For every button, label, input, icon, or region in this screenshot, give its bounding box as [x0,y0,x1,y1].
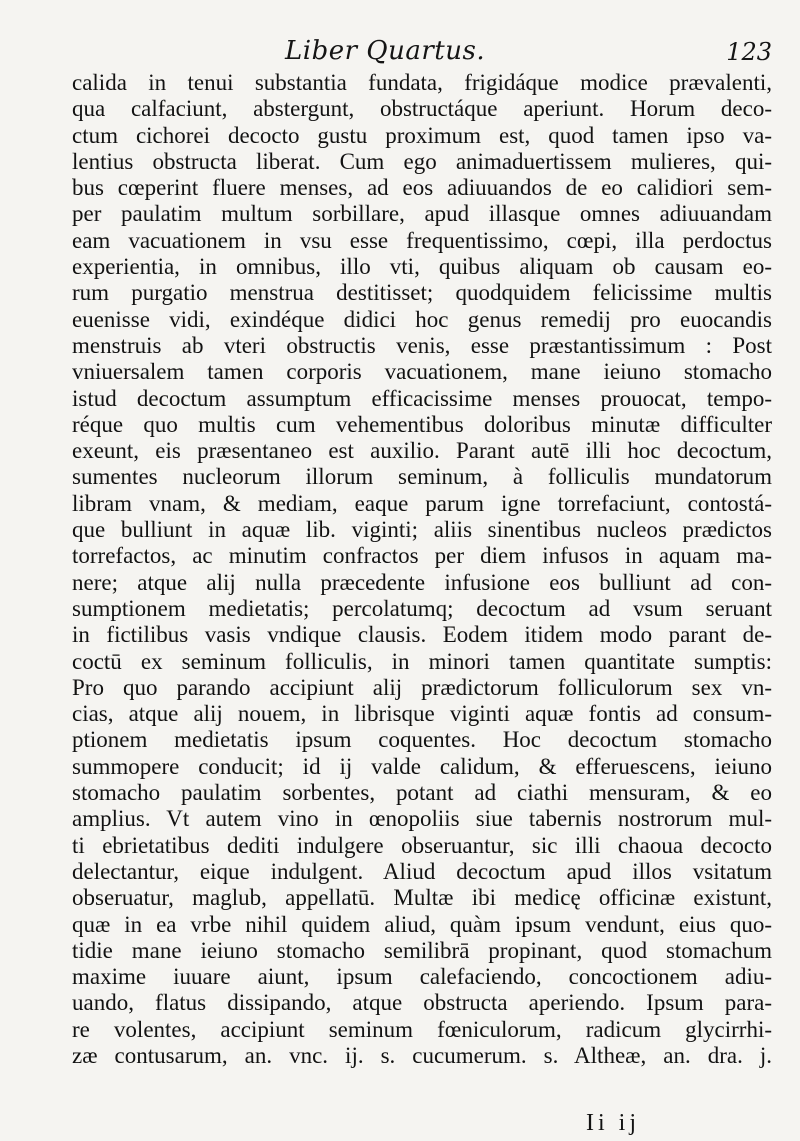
text-line: re volentes, accipiunt seminum fœniculorum, radicum glycirrhi- [72,1016,772,1042]
text-line: cias, atque alij nouem, in librisque viginti aquæ fontis ad consum- [72,701,772,727]
text-line: istud decoctum assumptum efficacissime menses prouocat, tempo- [72,385,772,411]
text-line: coctū ex seminum folliculis, in minori tamen quantitate sumptis: [72,648,772,674]
text-line: exeunt, eis præsentaneo est auxilio. Parant autē illi hoc decoctum, [72,438,772,464]
text-line: ctum cichorei decocto gustu proximum est, quod tamen ipso va- [72,122,772,148]
text-line: stomacho paulatim sorbentes, potant ad ciathi mensuram, & eo [72,780,772,806]
text-line: quæ in ea vrbe nihil quidem aliud, quàm ipsum vendunt, eius quo- [72,911,772,937]
page-number: 123 [726,38,772,66]
text-line: uando, flatus dissipando, atque obstructa aperiendo. Ipsum para- [72,990,772,1016]
text-line: qua calfaciunt, abstergunt, obstructáque aperiunt. Horum deco- [72,96,772,122]
text-line: bus cœperint fluere menses, ad eos adiuuandos de eo calidiori sem- [72,175,772,201]
text-line: vniuersalem tamen corporis vacuationem, mane ieiuno stomacho [72,359,772,385]
text-line: Pro quo parando accipiunt alij prædictorum folliculorum sex vn- [72,674,772,700]
text-line: ti ebrietatibus dediti indulgere obseruantur, sic illi chaoua decocto [72,832,772,858]
text-line: tidie mane ieiuno stomacho semilibrā propinant, quod stomachum [72,937,772,963]
text-line: menstruis ab vteri obstructis venis, esse præstantissimum : Post [72,332,772,358]
text-line: rum purgatio menstrua destitisset; quodquidem felicissime multis [72,280,772,306]
text-line: amplius. Vt autem vino in œnopoliis siue tabernis nostrorum mul- [72,806,772,832]
text-line: eam vacuationem in vsu esse frequentissimo, cœpi, illa perdoctus [72,227,772,253]
text-line: zæ contusarum, an. vnc. ij. s. cucumerum. s. Altheæ, an. dra. j. [72,1042,772,1068]
text-line: euenisse vidi, exindéque didici hoc genus remedij pro euocandis [72,306,772,332]
running-title: Liber Quartus. [285,36,486,66]
text-line: sumptionem medietatis; percolatumq; decoctum ad vsum seruant [72,595,772,621]
text-line: nere; atque alij nulla præcedente infusione eos bulliunt ad con- [72,569,772,595]
text-line: summopere conducit; id ij valde calidum, & efferuescens, ieiuno [72,753,772,779]
text-line: ptionem medietatis ipsum coquentes. Hoc decoctum stomacho [72,727,772,753]
text-line: lentius obstructa liberat. Cum ego animaduertissem mulieres, qui- [72,148,772,174]
running-header [0,28,800,68]
text-line: que bulliunt in aquæ lib. viginti; aliis sinentibus nucleos prædictos [72,517,772,543]
text-line: réque quo multis cum vehementibus doloribus minutæ difficulter [72,411,772,437]
text-line: calida in tenui substantia fundata, frigidáque modice prævalenti, [72,70,772,95]
text-line: torrefactos, ac minutim confractos per diem infusos in aquam ma- [72,543,772,569]
text-line: obseruatur, maglub, appellatū. Multæ ibi medicę officinæ existunt, [72,885,772,911]
text-line: in fictilibus vasis vndique clausis. Eodem itidem modo parant de- [72,622,772,648]
text-line: libram vnam, & mediam, eaque parum igne torrefaciunt, contostá- [72,490,772,516]
text-line: experientia, in omnibus, illo vti, quibus aliquam ob causam eo- [72,254,772,280]
text-line: sumentes nucleorum illorum seminum, à folliculis mundatorum [72,464,772,490]
signature-mark: Ii ij [586,1110,640,1136]
body-text [72,70,772,1069]
text-line: per paulatim multum sorbillare, apud illasque omnes adiuuandam [72,201,772,227]
text-line: maxime iuuare aiunt, ipsum calefaciendo, concoctionem adiu- [72,964,772,990]
text-line: delectantur, eique indulgent. Aliud decoctum apud illos vsitatum [72,858,772,884]
